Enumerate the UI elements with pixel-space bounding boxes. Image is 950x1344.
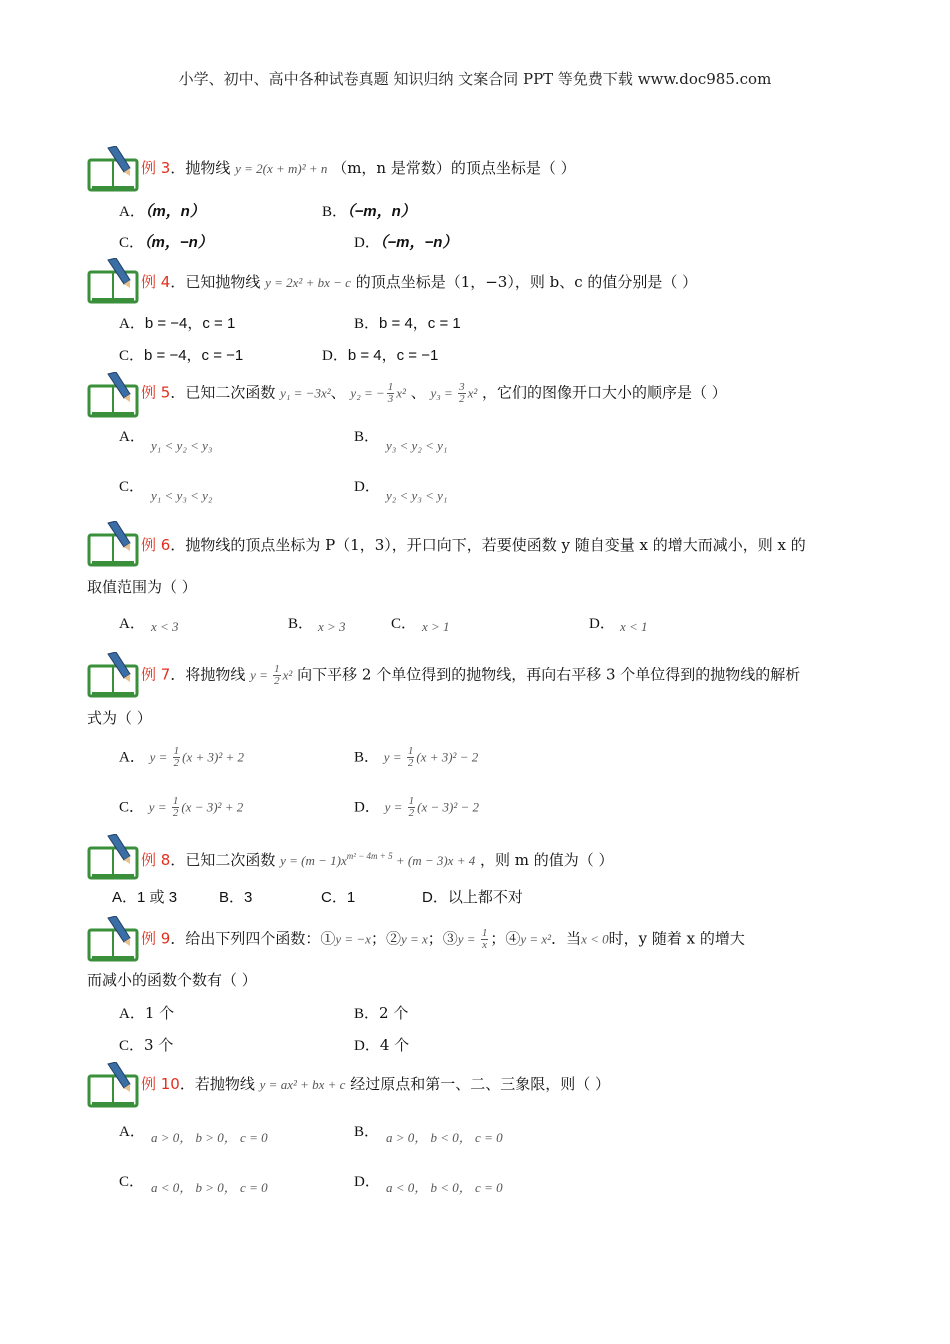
option-c[interactable]: C．b = −4，c = −1 — [119, 347, 244, 364]
option-d[interactable]: D．4 个 — [354, 1036, 410, 1054]
option-d[interactable]: D． — [589, 616, 615, 632]
option-d-text: a < 0， b < 0， c = 0 — [386, 1180, 503, 1195]
question-8: 例 8．已知二次函数 $y = (m - 1)x^{m^2 - 4m + 5} + (m - 3)x + 4$ ，则 m 的值为（ ） — [141, 851, 614, 869]
option-c[interactable]: C． y = $\frac{1}{2}$ (x − 3)² + 2 — [119, 795, 244, 819]
option-c[interactable]: C． — [119, 1174, 145, 1190]
page-header: 小学、初中、高中各种试卷真题 知识归纳 文案合同 PPT 等免费下载 www.doc985.com — [178, 70, 772, 88]
option-c[interactable]: C．（m，−n） — [119, 234, 213, 251]
option-d[interactable]: D． — [354, 1174, 380, 1190]
option-b-text: a > 0， b < 0， c = 0 — [386, 1130, 503, 1145]
book-pencil-icon — [86, 834, 140, 880]
book-pencil-icon — [86, 258, 140, 304]
option-d-text: y₂ < y₃ < y₁ — [386, 488, 448, 503]
option-a[interactable]: A．1 或 3 — [112, 889, 178, 906]
question-9: 例 9．给出下列四个函数：①y = −x；②y = x；③y = $\frac{1}{x}$ ；④y = x²．当x < 0时，y 随着 x 的增大 — [141, 927, 745, 951]
option-b[interactable]: B． y = $\frac{1}{2}$ (x + 3)² − 2 — [354, 745, 479, 769]
question-6-line2: 取值范围为（ ） — [87, 578, 197, 596]
option-d[interactable]: D．（−m，−n） — [354, 234, 458, 251]
option-c-text: x > 1 — [422, 619, 450, 634]
option-d[interactable]: D．以上都不对 — [422, 889, 523, 906]
question-3: 例 3．抛物线 y = 2(x + m)² + n （m，n 是常数）的顶点坐标是（ ） — [141, 159, 576, 177]
option-c[interactable]: C． — [119, 479, 145, 495]
question-10: 例 10．若抛物线 y = ax² + bx + c 经过原点和第一、二、三象限，则（ ） — [141, 1075, 611, 1093]
option-b-text: x > 3 — [318, 619, 346, 634]
option-a-text: a > 0， b > 0， c = 0 — [151, 1130, 268, 1145]
book-pencil-icon — [86, 652, 140, 698]
option-d-text: x < 1 — [620, 619, 648, 634]
question-4: 例 4．已知抛物线 y = 2x² + bx − c 的顶点坐标是（1，−3），则 b、c 的值分别是（ ） — [141, 273, 698, 291]
book-pencil-icon — [86, 146, 140, 192]
option-b[interactable]: B．3 — [219, 889, 253, 906]
option-b-text: y₃ < y₂ < y₁ — [386, 438, 448, 453]
option-b[interactable]: B． — [288, 616, 314, 632]
option-c[interactable]: C． — [391, 616, 417, 632]
option-a[interactable]: A． — [119, 429, 145, 445]
question-5: 例 5．已知二次函数 y₁ = −3x²、 y₂ = − $\frac{1}{3}$ x² 、 y₃ = $\frac{3}{2}$ x² ，它们的图像开口大小的顺序是（ ） — [141, 381, 727, 405]
option-a[interactable]: A． y = $\frac{1}{2}$ (x + 3)² + 2 — [119, 745, 245, 769]
option-a[interactable]: A．b = −4，c = 1 — [119, 315, 236, 332]
option-b[interactable]: B．b = 4，c = 1 — [354, 315, 461, 332]
option-d[interactable]: D． — [354, 479, 380, 495]
option-c-text: y₁ < y₃ < y₂ — [151, 488, 213, 503]
question-6: 例 6．抛物线的顶点坐标为 P（1，3），开口向下，若要使函数 y 随自变量 x 的增大而减小，则 x 的 — [141, 536, 806, 554]
option-c[interactable]: C．1 — [321, 889, 356, 906]
option-a[interactable]: A． — [119, 616, 145, 632]
option-a-text: x < 3 — [151, 619, 179, 634]
option-a[interactable]: A．1 个 — [119, 1004, 175, 1022]
option-c[interactable]: C．3 个 — [119, 1036, 174, 1054]
book-pencil-icon — [86, 1062, 140, 1108]
option-c-text: a < 0， b > 0， c = 0 — [151, 1180, 268, 1195]
option-d[interactable]: D．b = 4，c = −1 — [322, 347, 439, 364]
question-7: 例 7．将抛物线 y = $\frac{1}{2}$ x² 向下平移 2 个单位得到的抛物线，再向右平移 3 个单位得到的抛物线的解析 — [141, 663, 801, 687]
question-9-line2: 而减小的函数个数有（ ） — [87, 971, 257, 989]
option-a[interactable]: A． — [119, 1124, 145, 1140]
option-a[interactable]: A．（m，n） — [119, 203, 205, 220]
option-b[interactable]: B．（−m，n） — [322, 203, 416, 220]
option-b[interactable]: B． — [354, 1124, 380, 1140]
option-d[interactable]: D． y = $\frac{1}{2}$ (x − 3)² − 2 — [354, 795, 480, 819]
book-pencil-icon — [86, 372, 140, 418]
book-pencil-icon — [86, 916, 140, 962]
option-a-text: y₁ < y₂ < y₃ — [151, 438, 213, 453]
option-b[interactable]: B．2 个 — [354, 1004, 409, 1022]
question-7-line2: 式为（ ） — [87, 709, 152, 727]
option-b[interactable]: B． — [354, 429, 380, 445]
book-pencil-icon — [86, 521, 140, 567]
